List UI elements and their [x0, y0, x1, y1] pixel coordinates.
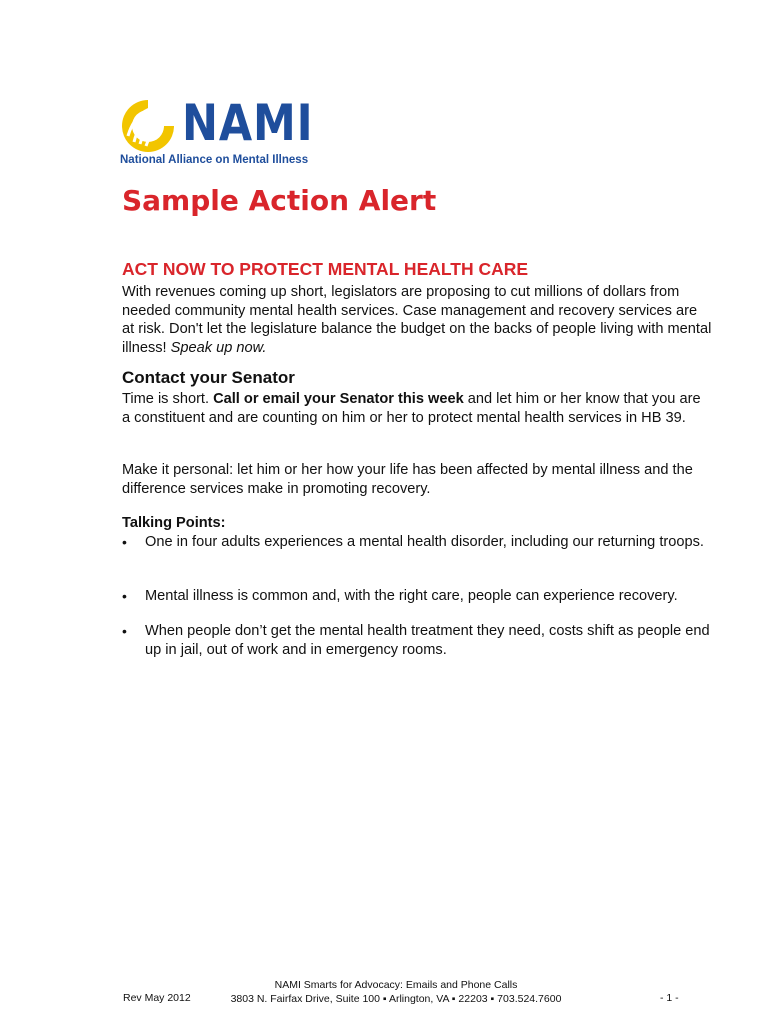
footer-revision: Rev May 2012 — [123, 992, 191, 1004]
intro-italic: Speak up now. — [170, 339, 267, 356]
list-item-text: When people don’t get the mental health treatment they need, costs shift as people end up in jail, out of work and in emergency rooms. — [145, 623, 710, 658]
footer-center — [230, 978, 562, 1006]
intro-paragraph — [122, 283, 712, 357]
list-item-text: Mental illness is common and, with the right care, people can experience recovery. — [145, 588, 678, 604]
list-item — [122, 622, 712, 659]
footer-address: 3803 N. Fairfax Drive, Suite 100 ▪ Arlington, VA ▪ 22203 ▪ 703.524.7600 — [230, 993, 562, 1005]
contact-lead: Time is short. — [122, 391, 214, 407]
page-title: Sample Action Alert — [122, 184, 437, 217]
nami-logo — [118, 94, 314, 168]
list-item-text: One in four adults experiences a mental health disorder, including our returning troops. — [145, 534, 704, 550]
page-number: - 1 - — [660, 992, 679, 1004]
contact-paragraph — [122, 390, 712, 427]
contact-rest: and let him or her know that you are a constituent and are counting on him or her to protect mental health services in HB 39. — [122, 391, 701, 426]
list-item — [122, 533, 712, 552]
bullet-icon: • — [122, 534, 127, 550]
section-heading: ACT NOW TO PROTECT MENTAL HEALTH CARE — [122, 259, 529, 279]
personal-paragraph: Make it personal: let him or her how your life has been affected by mental illness and the difference services make in promoting recovery. — [122, 462, 693, 497]
contact-bold: Call or email your Senator this week — [213, 391, 464, 407]
contact-heading: Contact your Senator — [122, 368, 295, 387]
intro-text: With revenues coming up short, legislators are proposing to cut millions of dollars from needed community mental health services. Case management and recovery services are at risk. Don't let the legislature balance the budget on the backs of people living with mental illness! — [122, 284, 712, 356]
logo-wordmark: NAMI — [182, 94, 314, 152]
logo-tagline: National Alliance on Mental Illness — [120, 154, 309, 166]
nami-sun-icon — [118, 96, 178, 156]
footer-series-title: NAMI Smarts for Advocacy: Emails and Phone Calls — [274, 979, 518, 991]
list-item — [122, 587, 712, 606]
talking-points-heading: Talking Points: — [122, 515, 226, 531]
bullet-icon: • — [122, 623, 127, 639]
bullet-icon: • — [122, 588, 127, 604]
